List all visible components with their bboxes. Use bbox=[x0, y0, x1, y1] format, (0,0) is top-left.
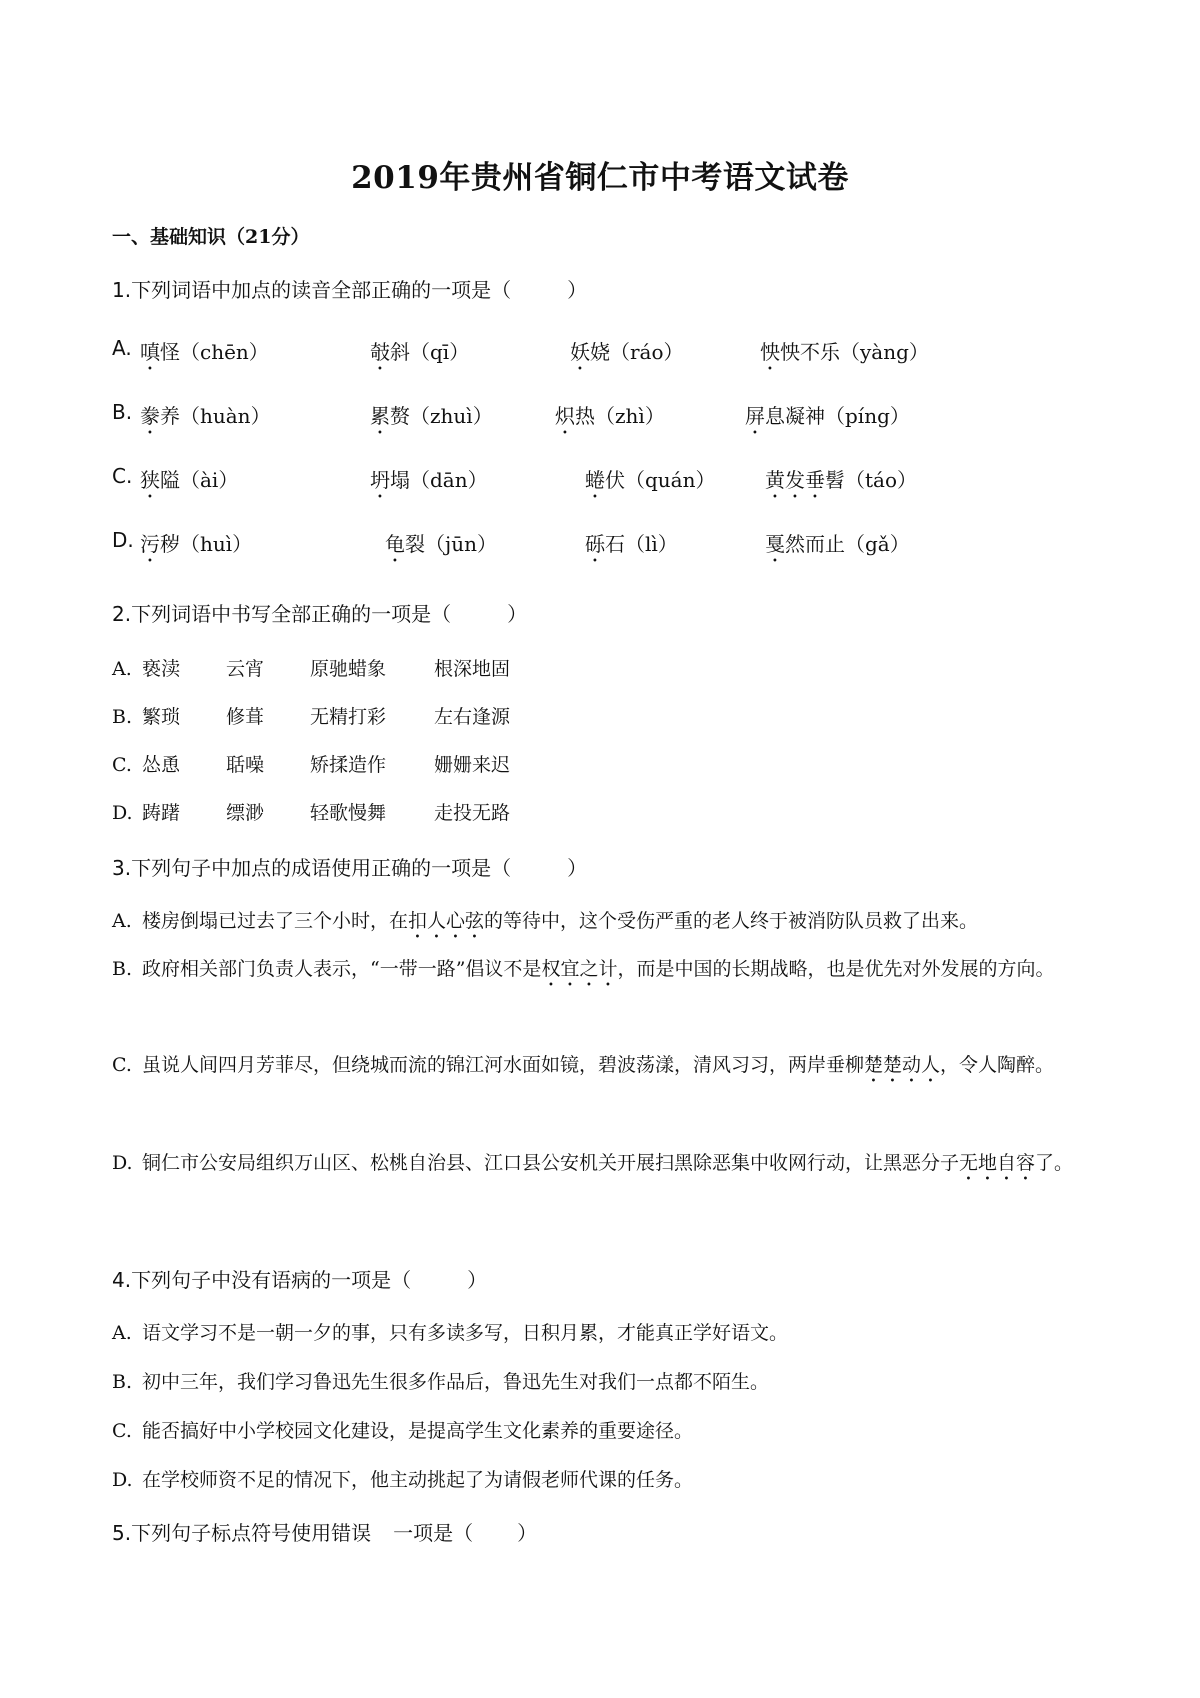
question-3-option-a: A. 楼房倒塌已过去了三个小时，在扣人心弦的等待中，这个受伤严重的老人终于被消防队员救了出来。 bbox=[112, 910, 979, 932]
dotted-char: 豢 bbox=[140, 404, 160, 428]
dotted-char: 攲 bbox=[370, 340, 390, 364]
option-word bbox=[140, 528, 252, 567]
question-2-option-b: B. 繁琐 修葺 无精打彩 左右逢源 bbox=[112, 706, 511, 728]
word-rest: 隘（ài） bbox=[160, 468, 239, 492]
question-3-option-d: D. 铜仁市公安局组织万山区、松桃自治县、江口县公安机关开展扫黑除恶集中收网行动，让黑恶分子无地自容了。 bbox=[112, 1152, 1074, 1174]
option-word bbox=[585, 528, 678, 567]
word-rest: 怪（chēn） bbox=[160, 340, 269, 364]
question-1-stem: 1.下列词语中加点的读音全部正确的一项是（ ） bbox=[112, 278, 588, 302]
word-rest: 伏（quán） bbox=[605, 468, 716, 492]
option-word bbox=[385, 528, 497, 567]
dotted-char: 砾 bbox=[585, 532, 605, 556]
option-label: D. bbox=[112, 528, 134, 552]
question-1-option-b bbox=[112, 400, 1112, 430]
question-4-option-a: A. 语文学习不是一朝一夕的事，只有多读多写，日积月累，才能真正学好语文。 bbox=[112, 1322, 789, 1344]
dotted-char: 蜷 bbox=[585, 468, 605, 492]
question-1-option-d bbox=[112, 528, 1112, 558]
dotted-char: 累 bbox=[370, 404, 390, 428]
word-rest: 塌（dān） bbox=[390, 468, 488, 492]
option-word bbox=[140, 336, 269, 375]
dotted-char: 龟 bbox=[385, 532, 405, 556]
option-word bbox=[765, 464, 917, 503]
word-rest: 赘（zhuì） bbox=[390, 404, 493, 428]
option-word bbox=[140, 400, 271, 439]
question-1-option-c bbox=[112, 464, 1112, 494]
option-word bbox=[745, 400, 910, 439]
dotted-char: 狭 bbox=[140, 468, 160, 492]
option-word bbox=[585, 464, 716, 503]
dotted-char: 嗔 bbox=[140, 340, 160, 364]
option-word bbox=[370, 400, 493, 439]
option-word bbox=[765, 528, 910, 567]
word-rest: 然而止（gǎ） bbox=[785, 532, 910, 556]
question-4-option-b: B. 初中三年，我们学习鲁迅先生很多作品后，鲁迅先生对我们一点都不陌生。 bbox=[112, 1371, 770, 1393]
dotted-char: 坍 bbox=[370, 468, 390, 492]
option-word bbox=[370, 464, 488, 503]
word-rest: 养（huàn） bbox=[160, 404, 271, 428]
question-2-option-c: C. 怂恿 聒噪 矫揉造作 姗姗来迟 bbox=[112, 754, 511, 776]
word-rest: 髫（táo） bbox=[825, 468, 918, 492]
question-5-stem: 5.下列句子标点符号使用错误 一项是（ ） bbox=[112, 1521, 538, 1545]
question-3-stem: 3.下列句子中加点的成语使用正确的一项是（ ） bbox=[112, 856, 588, 880]
question-2-option-a: A. 亵渎 云宵 原驰蜡象 根深地固 bbox=[112, 658, 511, 680]
option-label: B. bbox=[112, 400, 133, 424]
word-rest: 石（lì） bbox=[605, 532, 678, 556]
question-3-option-b: B. 政府相关部门负责人表示，“一带一路”倡议不是权宜之计，而是中国的长期战略，也是优先对外发展的方向。 bbox=[112, 958, 1055, 980]
question-2-option-d: D. 踌躇 缥渺 轻歌慢舞 走投无路 bbox=[112, 802, 511, 824]
option-word bbox=[760, 336, 929, 375]
option-word bbox=[140, 464, 238, 503]
dotted-char: 黄发垂 bbox=[765, 468, 825, 492]
section-heading: 一、基础知识（21分） bbox=[112, 226, 310, 248]
option-label: A. bbox=[112, 336, 132, 360]
page-title: 2019年贵州省铜仁市中考语文试卷 bbox=[351, 160, 849, 196]
question-4-stem: 4.下列句子中没有语病的一项是（ ） bbox=[112, 1268, 488, 1292]
word-rest: 秽（huì） bbox=[160, 532, 253, 556]
word-rest: 怏不乐（yàng） bbox=[780, 340, 929, 364]
dotted-char: 屏 bbox=[745, 404, 765, 428]
question-2-stem: 2.下列词语中书写全部正确的一项是（ ） bbox=[112, 602, 528, 626]
word-rest: 斜（qī） bbox=[390, 340, 470, 364]
question-4-option-c: C. 能否搞好中小学校园文化建设，是提高学生文化素养的重要途径。 bbox=[112, 1420, 694, 1442]
question-3-option-c: C. 虽说人间四月芳菲尽，但绕城而流的锦江河水面如镜，碧波荡漾，清风习习，两岸垂柳楚楚动人，令人陶醉。 bbox=[112, 1054, 1055, 1076]
option-word bbox=[570, 336, 684, 375]
option-label: C. bbox=[112, 464, 133, 488]
question-4-option-d: D. 在学校师资不足的情况下，他主动挑起了为请假老师代课的任务。 bbox=[112, 1469, 694, 1491]
dotted-char: 污 bbox=[140, 532, 160, 556]
dotted-char: 怏 bbox=[760, 340, 780, 364]
dotted-char: 炽 bbox=[555, 404, 575, 428]
word-rest: 裂（jūn） bbox=[405, 532, 497, 556]
dotted-char: 戛 bbox=[765, 532, 785, 556]
option-word bbox=[555, 400, 665, 439]
dotted-char: 妖 bbox=[570, 340, 590, 364]
word-rest: 热（zhì） bbox=[575, 404, 665, 428]
word-rest: 娆（ráo） bbox=[590, 340, 684, 364]
word-rest: 息凝神（píng） bbox=[765, 404, 910, 428]
option-word bbox=[370, 336, 469, 375]
question-1-option-a bbox=[112, 336, 1112, 366]
